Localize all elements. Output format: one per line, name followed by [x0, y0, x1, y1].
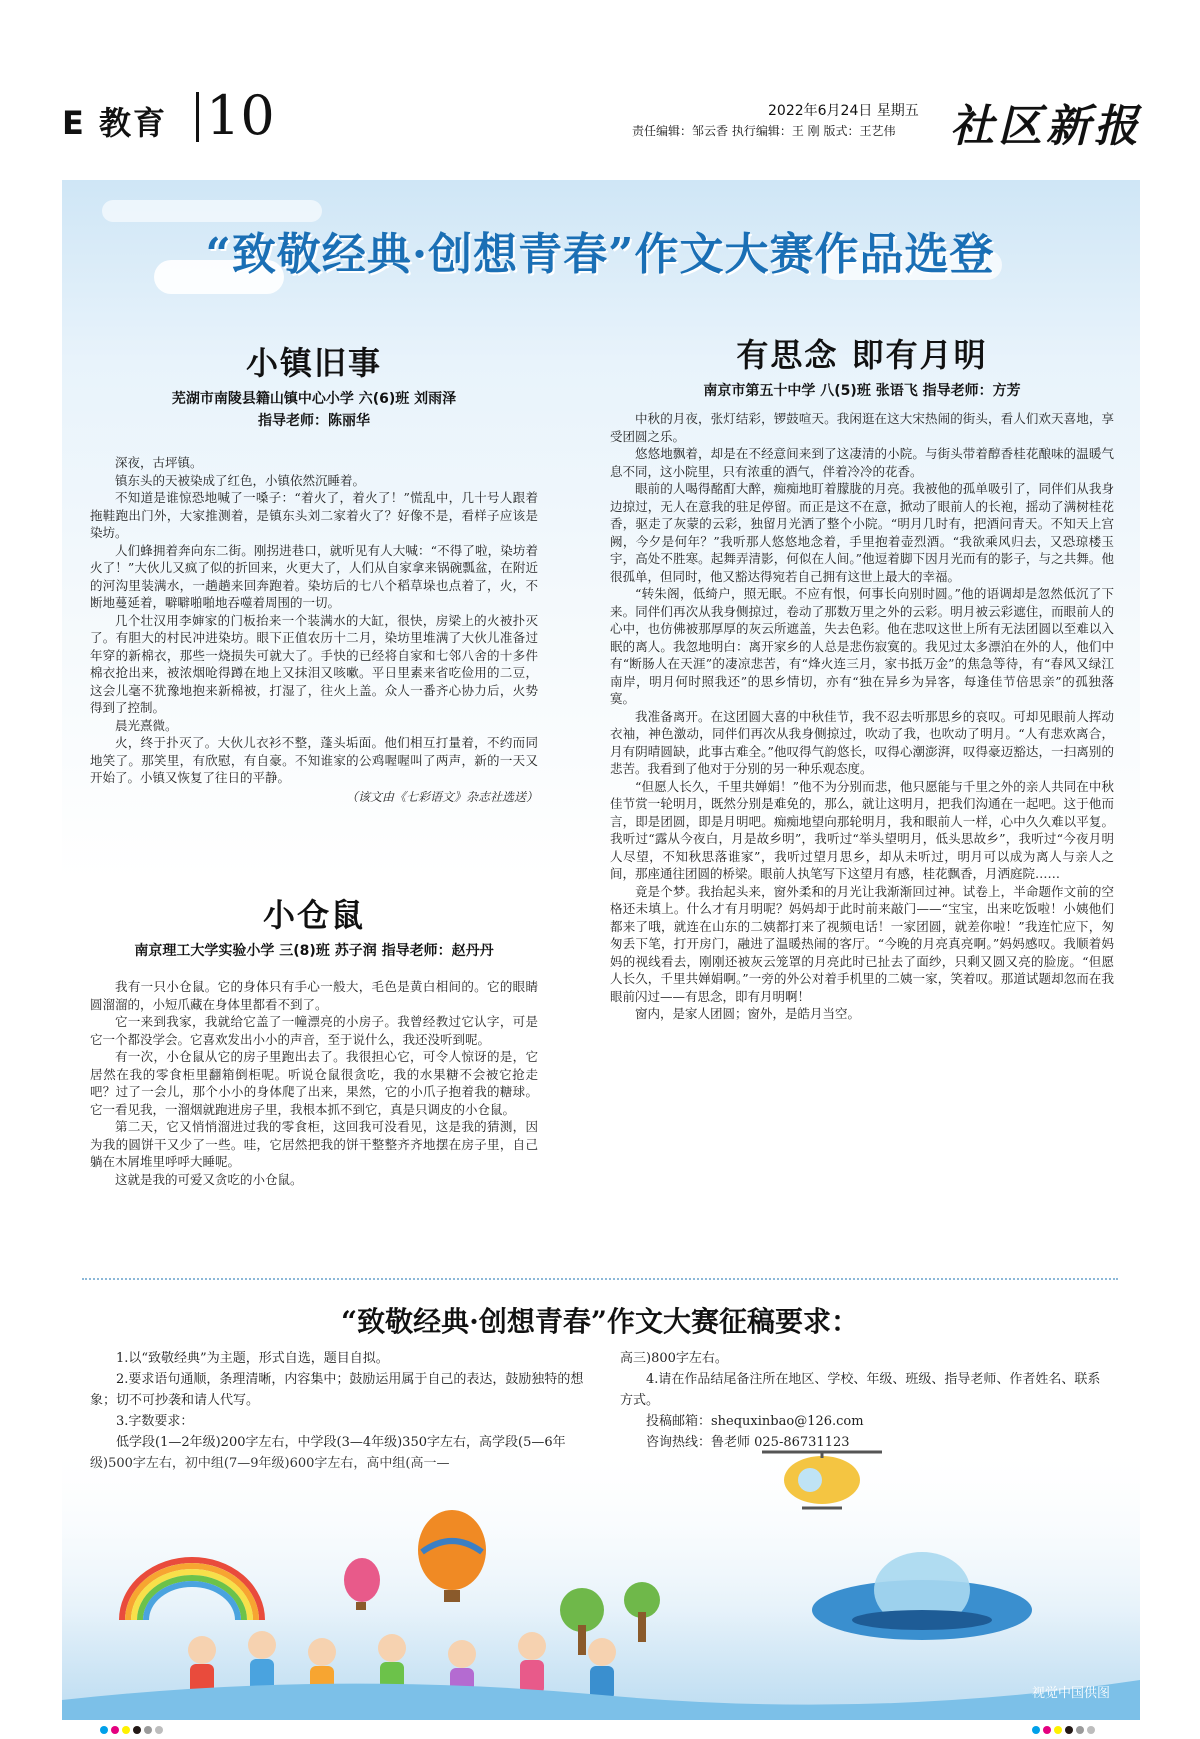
paragraph: 我准备离开。在这团圆大喜的中秋佳节，我不忍去听那思乡的哀叹。可却见眼前人挥动衣袖，神色激动，同伴们再次从我身侧掠过，吹动了我，也吹动了明月。“人有悲欢离合，月有阴晴圆缺，此事古难全。”他叹得气韵悠长，叹得心潮澎湃，叹得豪迈豁达，一扫离别的悲苦。我看到了他对于分别的另一种乐观态度。: [610, 708, 1114, 776]
registration-dot: [1054, 1726, 1062, 1734]
section-label: E 教育: [62, 104, 168, 142]
paragraph: “但愿人长久，千里共婵娟！”他不为分别而悲，他只愿能与千里之外的亲人共同在中秋佳节赏一轮明月，既然分别是难免的，那么，就让这明月，把我们沟通在一起吧。这于他而言，即是团圆，即是月明吧。痴痴地望向那轮明月，我和眼前人一样，心中久久难以平复。我听过“露从今夜白，月是故乡明”，我听过“举头望明月，低头思故乡”，我听过“今夜月明人尽望，不知秋思落谁家”，我听过望月思乡，却从未听过，明月可以成为离人与亲人之间，那座通往团圆的桥梁。眼前人执笔写下这望月有感，桂花飘香，月洒庭院……: [610, 778, 1114, 881]
article-body: [610, 410, 1114, 1023]
paragraph: 它一来到我家，我就给它盖了一幢漂亮的小房子。我曾经教过它认字，可是它一个都没学会。它喜欢发出小小的声音，至于说什么，我还没听到呢。: [90, 1014, 538, 1047]
article-title: 小仓鼠: [262, 896, 365, 934]
issue-date: 2022年6月24日 星期五: [768, 103, 919, 119]
submission-email: 投稿邮箱：shequxinbao@126.com: [646, 1414, 864, 1429]
paragraph: 人们蜂拥着奔向东二街。刚拐进巷口，就听见有人大喊：“不得了啦，染坊着火了！”大伙儿又疯了似的折回来，火更大了，人们从自家拿来锅碗瓢盆，在附近的河沟里装满水，一趟趟来回奔跑着。染坊后的七八个稻草垛也点着了，火，不断地蔓延着，噼噼啪啪地吞噬着周围的一切。: [90, 542, 538, 610]
requirement-item: 2.要求语句通顺，条理清晰，内容集中；鼓励运用属于自己的表达，鼓励独特的想象；切不可抄袭和请人代写。: [90, 1372, 584, 1408]
masthead: [0, 0, 1200, 150]
article-moonlight: [610, 330, 1114, 1023]
registration-dot: [133, 1726, 141, 1734]
registration-dot: [1076, 1726, 1084, 1734]
paragraph: 眼前的人喝得酩酊大醉，痴痴地盯着朦胧的月亮。我被他的孤单吸引了，同伴们从我身边掠过，无人在意我的驻足停留。而正是这不在意，掀动了眼前人的长袍，摇动了满树桂花香，驱走了灰蒙的云彩，独留月光洒了整个小院。“明月几时有，把酒问青天。不知天上宫阙，今夕是何年？”我听那人悠悠地念着，手里抱着壶烈酒。“我欲乘风归去，又恐琼楼玉宇，高处不胜寒。起舞弄清影，何似在人间。”他逗着脚下因月光而有的影子，与之共舞。他很孤单，但同时，他又豁达得宛若自己拥有这世上最大的幸福。: [610, 481, 1114, 584]
children-illustration: [62, 1440, 1140, 1720]
masthead-divider: [196, 92, 199, 142]
requirement-continuation: 高三)800字左右。: [620, 1351, 728, 1366]
article-title: 小镇旧事: [245, 344, 382, 382]
paragraph: 悠悠地飘着，却是在不经意间来到了这凄清的小院。与街头带着醇香桂花酿味的温暖气息不同，这小院里，只有浓重的酒气，伴着冷冷的花香。: [610, 446, 1114, 479]
article-body: [90, 454, 538, 806]
article-little-hamster: [90, 890, 538, 1188]
registration-dot: [144, 1726, 152, 1734]
newspaper-logo: 社区新报: [950, 101, 1142, 152]
paragraph: “转朱阁，低绮户，照无眠。不应有恨，何事长向别时圆。”他的语调却是忽然低沉了下来。同伴们再次从我身侧掠过，卷动了那数万里之外的云彩。明月被云彩遮住，而眼前人的心中，也仿佛被那厚厚的灰云所遮盖，失去色彩。他在悲叹这世上所有无法团圆以至难以入眠的离人。我忽地明白：离开家乡的人总是悲伤寂寞的。我见过太多漂泊在外的人，他们中有“断肠人在天涯”的凄凉悲苦，有“烽火连三月，家书抵万金”的焦急等待，有“春风又绿江南岸，明月何时照我还”的思乡情切，亦有“独在异乡为异客，每逢佳节倍思亲”的孤独落寞。: [610, 586, 1114, 706]
paragraph: 有一次，小仓鼠从它的房子里跑出去了。我很担心它，可令人惊讶的是，它居然在我的零食柜里翻箱倒柜呢。听说仓鼠很贪吃，我的水果糖不会被它抢走吧？过了一会儿，那个小小的身体爬了出来，果然，它的小爪子抱着我的糖球。它一看见我，一溜烟就跑进房子里，我根本抓不到它，真是只调皮的小仓鼠。: [90, 1049, 538, 1117]
author-line: 芜湖市南陵县籍山镇中心小学 六(6)班 刘雨泽: [171, 391, 457, 407]
paragraph: 深夜，古坪镇。: [115, 455, 203, 470]
registration-dot: [155, 1726, 163, 1734]
paragraph: 镇东头的天被染成了红色，小镇依然沉睡着。: [115, 472, 366, 488]
source-note: （该文由《七彩语文》杂志社选送）: [345, 789, 538, 804]
article-byline: 南京理工大学实验小学 三(8)班 苏子润 指导老师：赵丹丹: [134, 943, 494, 959]
registration-dot: [111, 1726, 119, 1734]
teacher-line: 指导老师：陈丽华: [258, 413, 370, 429]
paragraph: 中秋的月夜，张灯结彩，锣鼓喧天。我闲逛在这大宋热闹的街头，看人们欢天喜地，享受团圆之乐。: [610, 411, 1114, 444]
registration-marks-right: [1032, 1726, 1095, 1734]
requirements-title: “致敬经典·创想青春”作文大赛征稿要求：: [341, 1305, 859, 1338]
paragraph: 竟是个梦。我抬起头来，窗外柔和的月光让我渐渐回过神。试卷上，半命题作文前的空格还未填上。什么才有月明呢？妈妈却于此时前来敲门——“宝宝，出来吃饭啦！小姨他们都来了哦，就连在山东的二姨都打来了视频电话！一家团圆，就差你啦！”我连忙应下，匆匆丢下笔，打开房门，融进了温暖热闹的客厅。“今晚的月亮真亮啊。”妈妈感叹。我顺着妈妈的视线看去，刚刚还被灰云笼罩的月亮此时已扯去了面纱，只剩又圆又亮的脸庞。“但愿人长久，千里共婵娟啊。”一旁的外公对着手机里的二姨一家，笑着叹。那道试题却忽而在我眼前闪过——有思念，即有月明啊！: [610, 883, 1114, 1004]
page-number: 10: [206, 84, 275, 147]
feature-title: “致敬经典·创想青春”作文大赛作品选登: [205, 229, 995, 280]
section-divider: [82, 1278, 1118, 1280]
article-byline: 南京市第五十中学 八(5)班 张语飞 指导老师：方芳: [703, 383, 1021, 399]
article-title: 有思念 即有月明: [736, 336, 988, 374]
registration-dot: [1087, 1726, 1095, 1734]
editor-credits: 责任编辑：邹云香 执行编辑：王 刚 版式：王艺伟: [632, 124, 896, 138]
registration-dot: [100, 1726, 108, 1734]
paragraph: 窗内，是家人团圆；窗外，是皓月当空。: [635, 1006, 861, 1021]
photo-credit: 视觉中国供图: [1032, 1686, 1111, 1701]
registration-dot: [1043, 1726, 1051, 1734]
article-byline: [90, 388, 538, 432]
paragraph: 几个壮汉用李婶家的门板抬来一个装满水的大缸，很快，房梁上的火被扑灭了。有胆大的村民冲进染坊。眼下正值农历十二月，染坊里堆满了大伙儿准备过年穿的新棉衣，那些一烧损失可就大了。手快的已经将自家和七邻八舍的十多件棉衣抢出来，被浓烟呛得蹲在地上又抹泪又咳嗽。平日里素来省吃俭用的二豆，这会儿毫不犹豫地抱来新棉被，打湿了，往火上盖。众人一番齐心协力后，火势得到了控制。: [90, 612, 538, 715]
article-small-town: [90, 338, 538, 806]
registration-dot: [1032, 1726, 1040, 1734]
registration-dot: [122, 1726, 130, 1734]
requirement-item: 1.以“致敬经典”为主题，形式自选，题目自拟。: [116, 1351, 389, 1366]
illustration-drawing: [62, 1440, 1140, 1720]
requirements-right: [620, 1348, 1110, 1453]
paragraph: 火，终于扑灭了。大伙儿衣衫不整，蓬头垢面。他们相互打量着，不约而同地笑了。那笑里，有欣慰，有自豪。不知谁家的公鸡喔喔叫了两声，新的一天又开始了。小镇又恢复了往日的平静。: [90, 735, 538, 785]
paragraph: 这就是我的可爱又贪吃的小仓鼠。: [115, 1171, 303, 1187]
paragraph: 不知道是谁惊恐地喊了一嗓子：“着火了，着火了！”慌乱中，几十号人跟着拖鞋跑出门外，大家推测着，是镇东头刘二家着火了？好像不是，看样子应该是染坊。: [90, 490, 538, 540]
registration-marks-left: [100, 1726, 163, 1734]
requirement-item: 4.请在作品结尾备注所在地区、学校、年级、班级、指导老师、作者姓名、联系方式。: [620, 1372, 1101, 1408]
article-body: [90, 978, 538, 1188]
paragraph: 晨光熹微。: [115, 717, 178, 733]
paragraph: 我有一只小仓鼠。它的身体只有手心一般大，毛色是黄白相间的。它的眼睛圆溜溜的，小短爪藏在身体里都看不到了。: [90, 979, 538, 1012]
requirement-item: 3.字数要求：: [116, 1414, 194, 1429]
paragraph: 第二天，它又悄悄溜进过我的零食柜，这回我可没看见，这是我的猜测，因为我的圆饼干又少了一些。哇，它居然把我的饼干整整齐齐地摆在房子里，自己躺在木屑堆里呼呼大睡呢。: [90, 1119, 538, 1169]
registration-dot: [1065, 1726, 1073, 1734]
